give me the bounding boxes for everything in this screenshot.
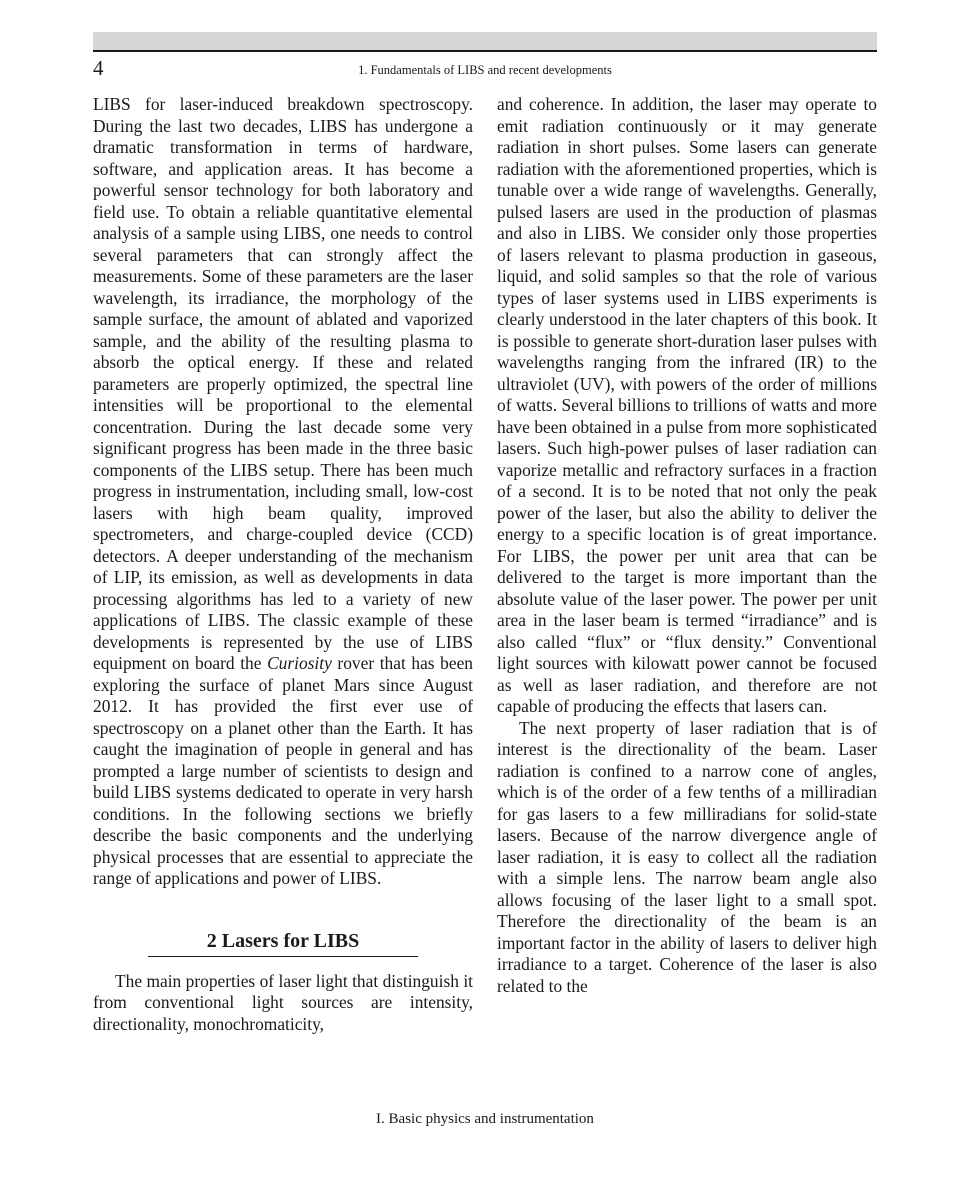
header-bar [93, 32, 877, 52]
paragraph: and coherence. In addition, the laser may operate to emit radiation continuously or it may generate radiation in short pulses. Some lasers can generate radiation with the aforementioned properties, which is tunable over a wide range of wavelengths. Generally, pulsed lasers are used in the production of plasmas and also in LIBS. We consider only those properties of lasers relevant to plasma production in gaseous, liquid, and solid samples so that the role of various types of laser systems used in LIBS experiments is clearly understood in the later chapters of this book. It is possible to generate short-duration laser pulses with wavelengths ranging from the infrared (IR) to the ultraviolet (UV), with powers of the order of millions of watts. Several billions to trillions of watts and more have been obtained in a pulse from more sophisticated lasers. Such high-power pulses of laser radiation can vaporize metallic and refractory surfaces in a fraction of a second. It is to be noted that not only the peak power of the laser, but also the ability to deliver the energy to a specific location is of great importance. For LIBS, the power per unit area that can be delivered to the target is more important than the absolute value of the laser power. The power per unit area in the laser beam is termed “irradiance” and is also called “flux” or “flux density.” Conventional light sources with kilowatt power cannot be focused as well as laser radiation, and therefore are not capable of producing the effects that lasers can. [497, 94, 877, 716]
right-column [497, 94, 877, 997]
paragraph: The main properties of laser light that distinguish it from conventional light sources are intensity, directionality, monochromaticity, [93, 970, 473, 1034]
page-number: 4 [93, 56, 104, 80]
italic-term: Curiosity [267, 653, 332, 673]
left-column [93, 94, 473, 1035]
running-title: 1. Fundamentals of LIBS and recent developments [358, 63, 612, 77]
section-heading: 2 Lasers for LIBS [206, 929, 360, 952]
paragraph: The next property of laser radiation that is of interest is the directionality of the beam. Laser radiation is confined to a narrow cone of angles, which is of the order of a few tenths of a milliradian for gas lasers to a few milliradians for solid-state lasers. Because of the narrow divergence angle of laser radiation, it is easy to collect all the radiation with a simple lens. The narrow beam angle also allows focusing of the laser light to a small spot. Therefore the directionality of the beam is an important factor in the ability of lasers to deliver high irradiance to a target. Coherence of the laser is also related to the [497, 717, 877, 996]
paragraph-text: rover that has been exploring the surface of planet Mars since August 2012. It has provided the first ever use of spectroscopy on a planet other than the Earth. It has caught the imagination of people in general and has prompted a large number of scientists to design and build LIBS systems dedicated to operate in very harsh conditions. In the following sections we briefly describe the basic components and the underlying physical processes that are essential to appreciate the range of applications and power of LIBS. [93, 653, 473, 888]
heading-underline [148, 956, 418, 957]
footer-text: I. Basic physics and instrumentation [376, 1111, 594, 1127]
paragraph-text: LIBS for laser-induced breakdown spectroscopy. During the last two decades, LIBS has undergone a dramatic transformation in terms of hardware, software, and application areas. It has become a powerful sensor technology for both laboratory and field use. To obtain a reliable quantitative elemental analysis of a sample using LIBS, one needs to control several parameters that can strongly affect the measurements. Some of these parameters are the laser wavelength, its irradiance, the morphology of the sample surface, the amount of ablated and vaporized sample, and the ability of the resulting plasma to absorb the optical energy. If these and related parameters are properly optimized, the spectral line intensities will be proportional to the elemental concentration. During the last decade some very significant progress has been made in the three basic components of the LIBS setup. There has been much progress in instrumentation, including small, low-cost lasers with high beam quality, improved spectrometers, and charge-coupled device (CCD) detectors. A deeper understanding of the mechanism of LIP, its emission, as well as developments in data processing algorithms has led to a variety of new applications of LIBS. The classic example of these developments is represented by the use of LIBS equipment on board the [93, 94, 473, 673]
paragraph [93, 94, 473, 890]
